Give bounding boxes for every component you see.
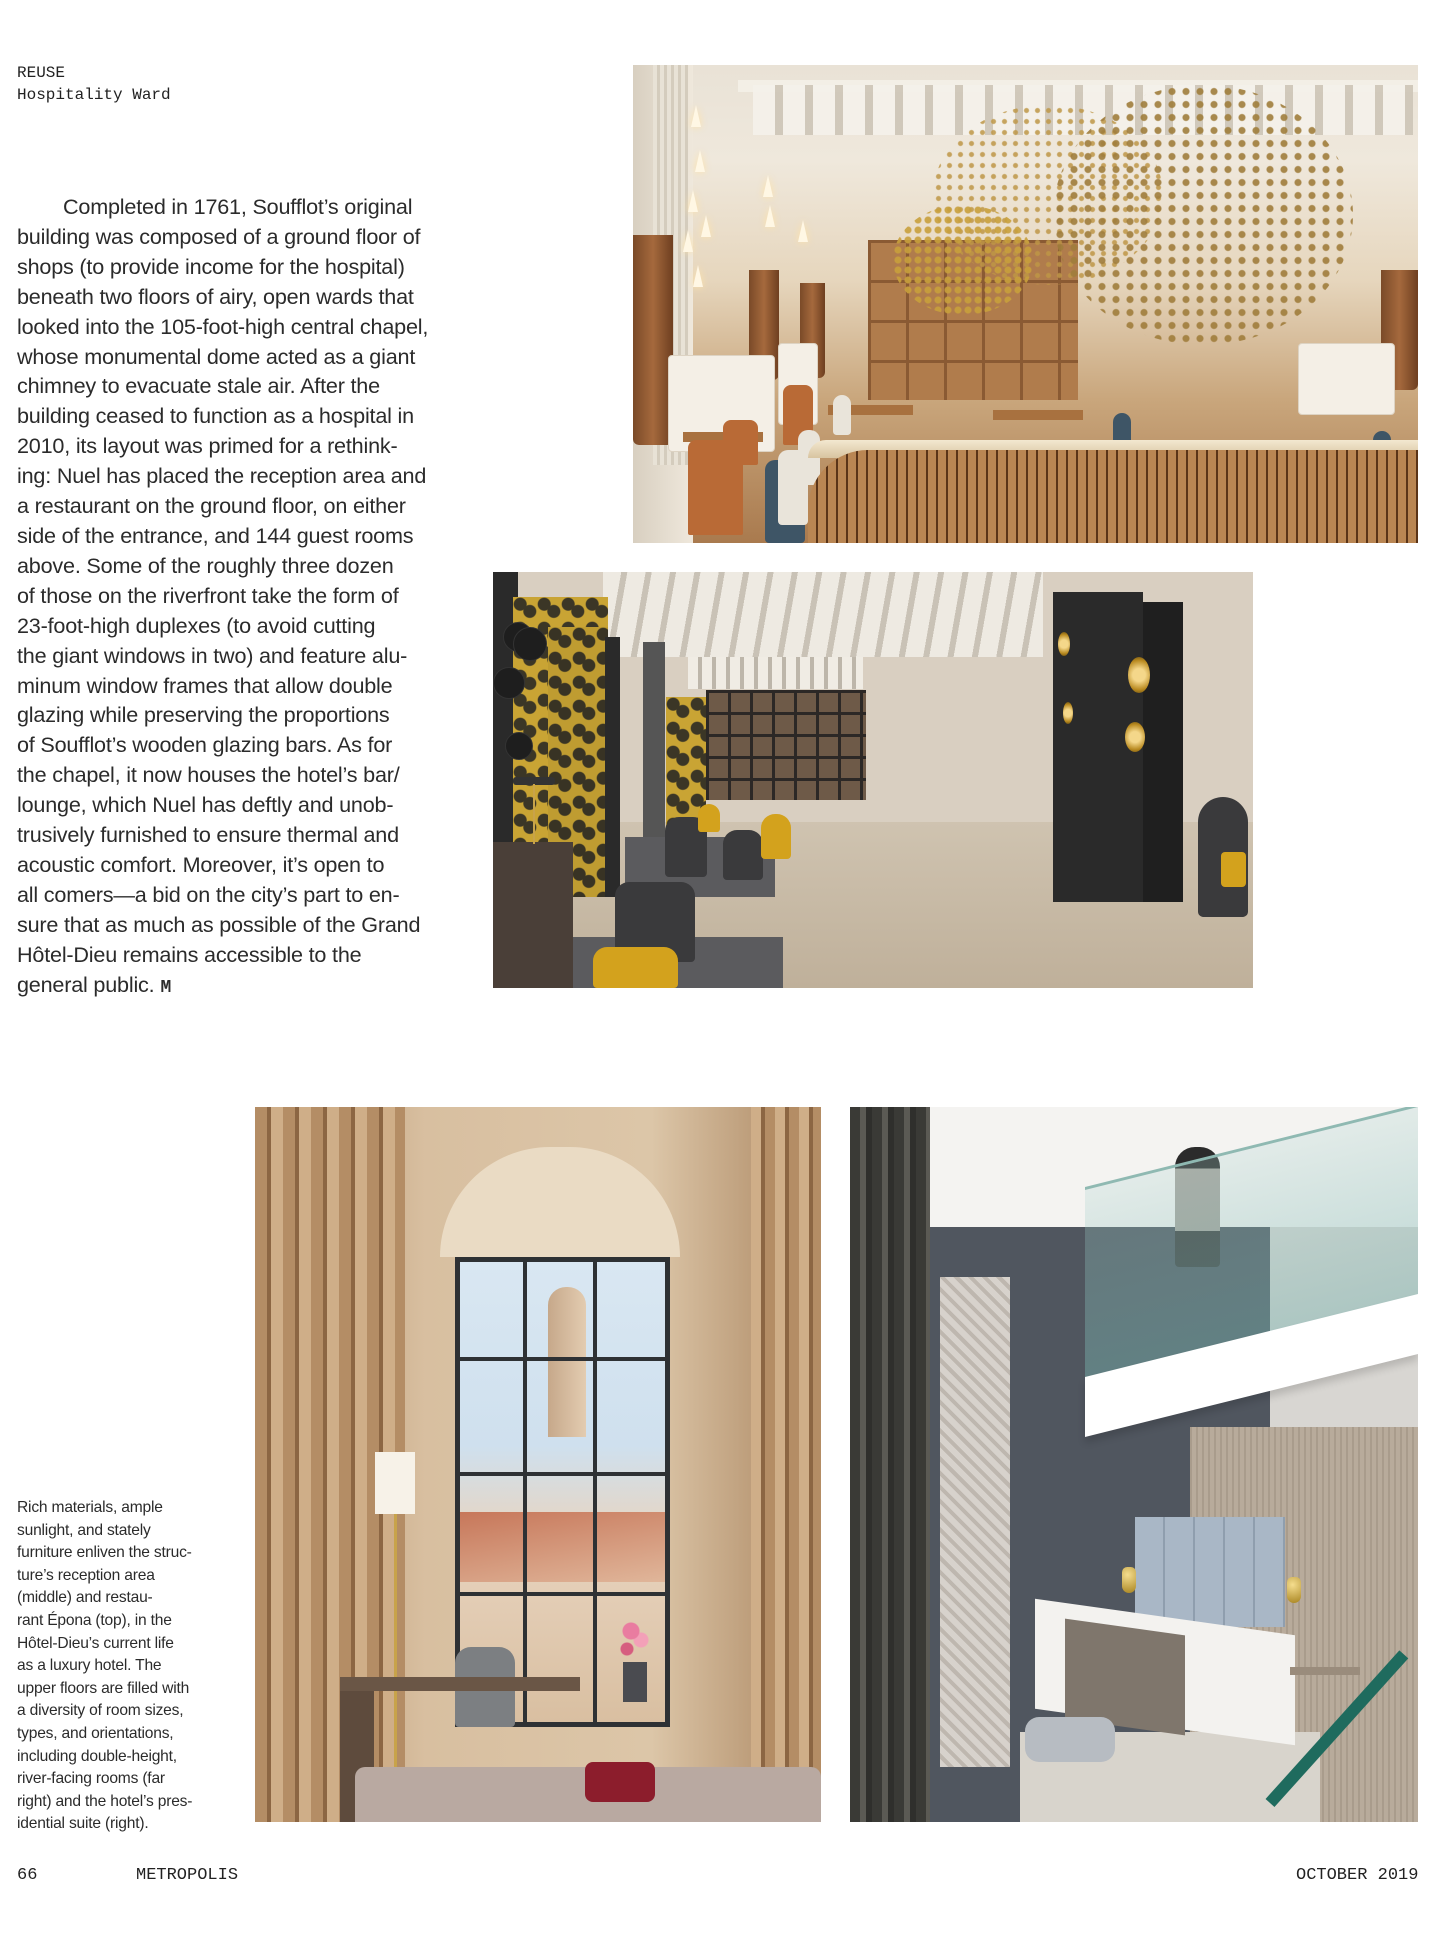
- photo-flowers: [615, 1607, 655, 1667]
- caption-line: river-facing rooms (far: [17, 1770, 165, 1788]
- article-line: whose monumental dome acted as a giant: [17, 343, 416, 369]
- photo-curtain: [850, 1107, 930, 1822]
- article-line: minum window frames that allow double: [17, 672, 393, 698]
- photo-dark-panel: [605, 637, 620, 897]
- photo-pendant-light: [763, 175, 773, 197]
- caption-line: rant Épona (top), in the: [17, 1611, 172, 1629]
- caption-line: Hôtel-Dieu’s current life: [17, 1634, 174, 1652]
- photo-chair: [723, 420, 758, 465]
- article-line: chimney to evacuate stale air. After the: [17, 373, 380, 399]
- article-line: a restaurant on the ground floor, on either: [17, 493, 406, 519]
- photo-dark-wall: [1143, 602, 1183, 902]
- caption-line: Rich materials, ample: [17, 1499, 163, 1516]
- photo-table: [993, 410, 1083, 420]
- photo-duplex-room: [850, 1107, 1418, 1822]
- article-line: 23-foot-high duplexes (to avoid cutting: [17, 612, 376, 638]
- photo-pendant-light: [688, 190, 698, 212]
- photo-cushion: [1221, 852, 1246, 887]
- article-line: 2010, its layout was primed for a rethink-: [17, 433, 398, 459]
- article-line: general public.: [17, 971, 155, 997]
- photo-caption: [17, 1497, 227, 1836]
- photo-floor-lamp: [375, 1452, 415, 1514]
- caption-line: furniture enliven the struc-: [17, 1544, 192, 1562]
- caption-line: types, and orientations,: [17, 1724, 174, 1742]
- photo-armchair: [761, 814, 791, 859]
- photo-pendant-light: [701, 215, 711, 237]
- photo-restaurant: [633, 65, 1418, 543]
- photo-pillow: [585, 1762, 655, 1802]
- photo-wall-sconce: [1058, 632, 1070, 656]
- article-line: shops (to provide income for the hospital): [17, 253, 405, 279]
- photo-presidential-suite: [255, 1107, 821, 1822]
- article-line: ing: Nuel has placed the reception area and: [17, 463, 427, 489]
- article-line: the chapel, it now houses the hotel’s bar/: [17, 762, 400, 788]
- photo-wall-sconce: [1125, 722, 1145, 752]
- photo-armchair: [593, 947, 678, 988]
- photo-acoustic-disc: [513, 627, 547, 661]
- photo-sculpture: [893, 205, 1033, 315]
- photo-acoustic-disc: [505, 732, 533, 760]
- photo-window-mullion: [593, 1262, 597, 1722]
- article-line: side of the entrance, and 144 guest rooms: [17, 522, 414, 548]
- photo-window-arch: [440, 1147, 680, 1257]
- photo-wall-sconce: [1063, 702, 1073, 724]
- photo-armchair: [698, 804, 720, 832]
- caption-line: ture’s reception area: [17, 1566, 155, 1584]
- photo-ceiling-beams: [603, 572, 1043, 657]
- photo-sculpture: [1053, 85, 1353, 345]
- photo-ceiling-beams: [688, 657, 863, 689]
- photo-desk-lamp-stem: [533, 784, 535, 844]
- photo-mirror: [940, 1277, 1010, 1767]
- section-header: [17, 62, 171, 106]
- caption-line: right) and the hotel’s pres-: [17, 1792, 193, 1810]
- photo-headboard: [1135, 1517, 1285, 1627]
- article-line: the giant windows in two) and feature alu-: [17, 642, 408, 668]
- photo-desk: [340, 1677, 580, 1691]
- photo-pendant-light: [798, 220, 808, 242]
- article-body: [17, 192, 457, 1003]
- photo-counter: [808, 450, 1418, 543]
- photo-booth: [1298, 343, 1395, 415]
- photo-pillar: [633, 235, 673, 445]
- photo-desk: [493, 842, 573, 988]
- section-label: REUSE: [17, 64, 66, 82]
- photo-acoustic-disc: [493, 667, 525, 699]
- article-line: above. Some of the roughly three dozen: [17, 552, 394, 578]
- article-line: lounge, which Nuel has deftly and unob-: [17, 792, 394, 818]
- article-line: Hôtel-Dieu remains accessible to the: [17, 941, 362, 967]
- article-line: of Soufflot’s wooden glazing bars. As for: [17, 732, 393, 758]
- article-line: glazing while preserving the proportions: [17, 702, 390, 728]
- photo-pendant-light: [695, 150, 705, 172]
- photo-pendant-light: [693, 265, 703, 287]
- article-line: building ceased to function as a hospital in: [17, 403, 414, 429]
- photo-window-transom: [460, 1357, 665, 1361]
- photo-side-table: [1290, 1667, 1360, 1675]
- photo-reception: [493, 572, 1253, 988]
- photo-pendant-light: [691, 105, 701, 127]
- caption-line: a diversity of room sizes,: [17, 1702, 184, 1720]
- caption-line: sunlight, and stately: [17, 1521, 151, 1539]
- article-line: building was composed of a ground floor of: [17, 223, 421, 249]
- article-line: all comers—a bid on the city’s part to en-: [17, 881, 400, 907]
- photo-pendant-light: [765, 205, 775, 227]
- photo-armchair: [723, 830, 763, 880]
- article-line: Completed in 1761, Soufflot’s original: [63, 194, 413, 219]
- photo-pendant-light: [683, 230, 693, 252]
- photo-chair: [833, 395, 851, 435]
- photo-bell-tower: [548, 1287, 586, 1437]
- end-mark-icon: M: [160, 977, 172, 998]
- article-line: looked into the 105-foot-high central chapel,: [17, 313, 429, 339]
- article-line: of those on the riverfront take the form of: [17, 582, 399, 608]
- photo-pendant-lamp: [1122, 1567, 1136, 1593]
- issue-date: OCTOBER 2019: [1296, 1866, 1419, 1885]
- caption-line: (middle) and restau-: [17, 1589, 153, 1607]
- photo-curtain: [751, 1107, 821, 1822]
- article-last-line: [17, 970, 457, 1004]
- photo-window-transom: [460, 1472, 665, 1476]
- photo-window-transom: [460, 1592, 665, 1596]
- article-line: beneath two floors of airy, open wards that: [17, 283, 414, 309]
- caption-line: idential suite (right).: [17, 1815, 149, 1833]
- section-subtitle: Hospitality Ward: [17, 86, 171, 104]
- caption-line: including double-height,: [17, 1747, 177, 1765]
- page-number: 66: [17, 1866, 38, 1885]
- photo-wall-sconce: [1128, 657, 1150, 693]
- photo-bookshelf: [706, 690, 866, 800]
- article-line: trusively furnished to ensure thermal and: [17, 822, 399, 848]
- article-line: acoustic comfort. Moreover, it’s open to: [17, 851, 385, 877]
- photo-vase: [623, 1662, 647, 1702]
- photo-bench: [1025, 1717, 1115, 1762]
- photo-pendant-lamp: [1287, 1577, 1301, 1603]
- publication-name: METROPOLIS: [136, 1866, 239, 1885]
- caption-line: as a luxury hotel. The: [17, 1657, 162, 1675]
- caption-line: upper floors are filled with: [17, 1679, 190, 1697]
- photo-window-mullion: [523, 1262, 527, 1722]
- photo-rooftops: [460, 1512, 665, 1582]
- article-line: sure that as much as possible of the Grand: [17, 911, 421, 937]
- photo-dark-panel: [643, 642, 665, 842]
